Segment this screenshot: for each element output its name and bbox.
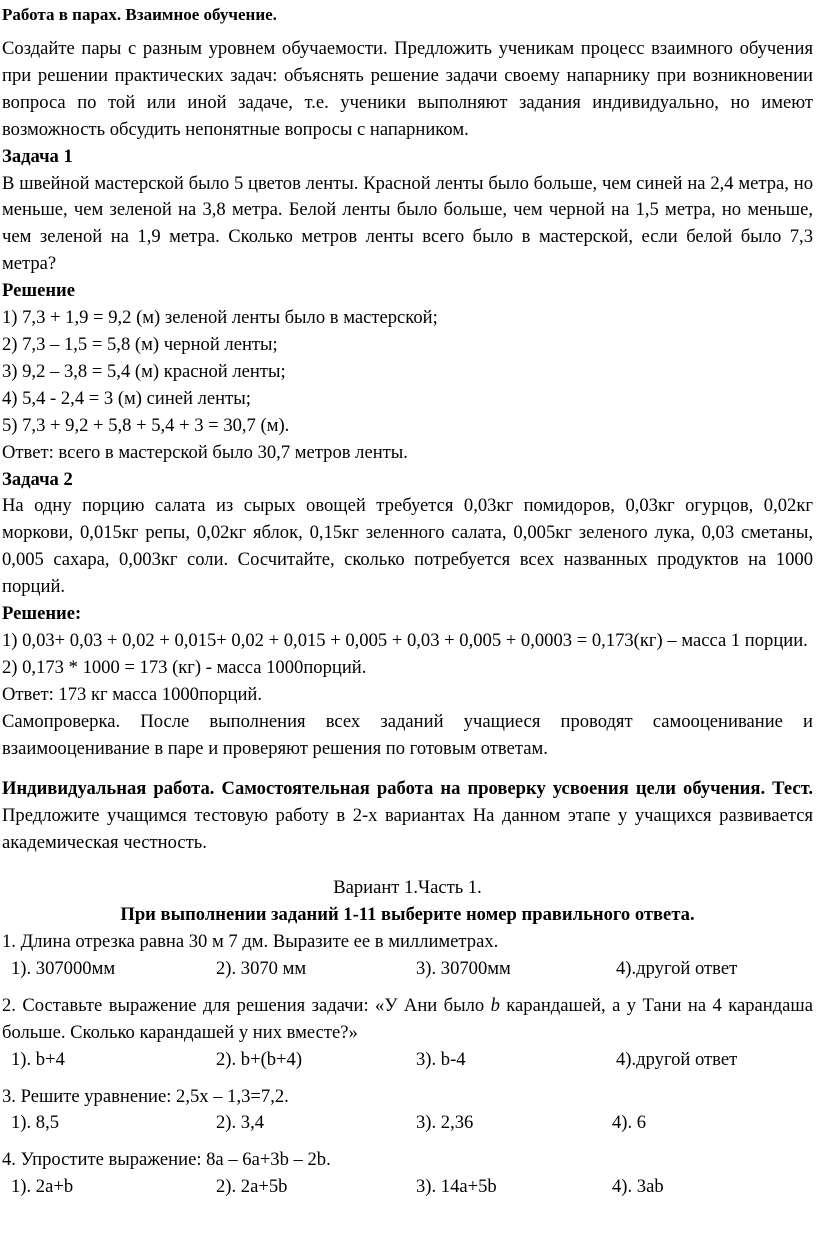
task2-step: 1) 0,03+ 0,03 + 0,02 + 0,015+ 0,02 + 0,015 + 0,005 + 0,03 + 0,005 + 0,0003 = 0,173(кг) – масса 1 порции. <box>2 629 808 651</box>
option: 2). 3070 мм <box>216 957 307 979</box>
task1-text: В швейной мастерской было 5 цветов ленты. Красной ленты было больше, чем синей на 2,4 метра, но меньше, чем зеленой на 3,8 метра. Белой ленты было больше, чем черной на 1,5 метра, но меньше, чем зеленой на 1,9 метра. Сколько метров ленты всего было в мастерской, если белой было 7,3 метра? <box>2 172 813 275</box>
task2-step: 2) 0,173 * 1000 = 173 (кг) - масса 1000порций. <box>2 656 367 678</box>
option: 3). 30700мм <box>416 957 511 979</box>
task1-answer: Ответ: всего в мастерской было 30,7 метров ленты. <box>2 441 408 463</box>
document-page <box>2 0 813 1201</box>
option: 4). 3ab <box>612 1176 664 1198</box>
individual-work-text: Предложите учащимся тестовую работу в 2-х вариантах На данном этапе у учащихся развивается академическая честность. <box>2 805 813 854</box>
option: 2). 3,4 <box>216 1112 265 1134</box>
question-4-options <box>2 1174 813 1201</box>
question-4-text: 4. Упростите выражение: 8a – 6a+3b – 2b. <box>2 1149 331 1171</box>
task1-step: 5) 7,3 + 9,2 + 5,8 + 5,4 + 3 = 30,7 (м). <box>2 414 290 436</box>
option: 2). b+(b+4) <box>216 1048 303 1070</box>
task1-step: 3) 9,2 – 3,8 = 5,4 (м) красной ленты; <box>2 360 286 382</box>
variant-title: Вариант 1.Часть 1. <box>333 877 482 899</box>
task1-step: 4) 5,4 - 2,4 = 3 (м) синей ленты; <box>2 387 251 409</box>
question-2-text-start: 2. Составьте выражение для решения задачи: «У Ани было <box>2 994 491 1016</box>
option: 4).другой ответ <box>616 1048 738 1070</box>
question-2-options <box>2 1047 813 1074</box>
option: 4).другой ответ <box>616 957 738 979</box>
intro-paragraph: Создайте пары с разным уровнем обучаемости. Предложить ученикам процесс взаимного обучения при решении практических задач: объяснять решение задачи своему напарнику при возникновении вопроса по той или иной задаче, т.е. ученики выполняют задания индивидуально, но имеют возможность обсудить непонятные вопросы с напарником. <box>2 38 813 140</box>
task2-answer: Ответ: 173 кг масса 1000порций. <box>2 683 263 705</box>
option: 1). 2a+b <box>11 1176 74 1198</box>
task2-text: На одну порцию салата из сырых овощей требуется 0,03кг помидоров, 0,03кг огурцов, 0,02кг моркови, 0,015кг репы, 0,02кг яблок, 0,15кг зеленного салата, 0,005кг зеленого лука, 0,03 сметаны, 0,005 сахара, 0,003кг соли. Сосчитайте, сколько потребуется всех названных продуктов на 1000 порций. <box>2 495 813 598</box>
question-1-options <box>2 956 813 983</box>
option: 3). b-4 <box>416 1048 466 1070</box>
selfcheck-paragraph: Самопроверка. После выполнения всех заданий учащиеся проводят самооценивание и взаимооценивание в паре и проверяют решения по готовым ответам. <box>2 710 813 759</box>
variable-b: b <box>490 994 500 1016</box>
option: 3). 14a+5b <box>416 1176 497 1198</box>
task2-title: Задача 2 <box>2 468 73 490</box>
question-1-text: 1. Длина отрезка равна 30 м 7 дм. Выразите ее в миллиметрах. <box>2 931 499 952</box>
option: 1). 307000мм <box>11 957 116 979</box>
task1-step: 2) 7,3 – 1,5 = 5,8 (м) черной ленты; <box>2 333 278 355</box>
individual-work-bold: Индивидуальная работа. Самостоятельная работа на проверку усвоения цели обучения. Тест. <box>2 778 813 800</box>
option: 1). b+4 <box>11 1048 65 1070</box>
task2-solution-title: Решение: <box>2 603 82 625</box>
test-instruction: При выполнении заданий 1-11 выберите номер правильного ответа. <box>120 904 695 926</box>
question-2-text <box>2 993 813 1047</box>
option: 2). 2a+5b <box>216 1176 288 1198</box>
option: 3). 2,36 <box>416 1112 474 1134</box>
individual-work-paragraph <box>2 776 813 857</box>
option: 4). 6 <box>612 1112 647 1134</box>
question-3-options <box>2 1110 813 1137</box>
option: 1). 8,5 <box>11 1112 60 1134</box>
task1-solution-title: Решение <box>2 280 75 302</box>
question-2-text-end: карандашей, а у Тани на 4 карандаша больше. Сколько карандашей у них вместе?» <box>2 994 813 1043</box>
task1-title: Задача 1 <box>2 145 73 167</box>
task1-step: 1) 7,3 + 1,9 = 9,2 (м) зеленой ленты было в мастерской; <box>2 307 438 329</box>
question-3-text: 3. Решите уравнение: 2,5x – 1,3=7,2. <box>2 1085 289 1107</box>
section-heading: Работа в парах. Взаимное обучение. <box>2 5 277 24</box>
